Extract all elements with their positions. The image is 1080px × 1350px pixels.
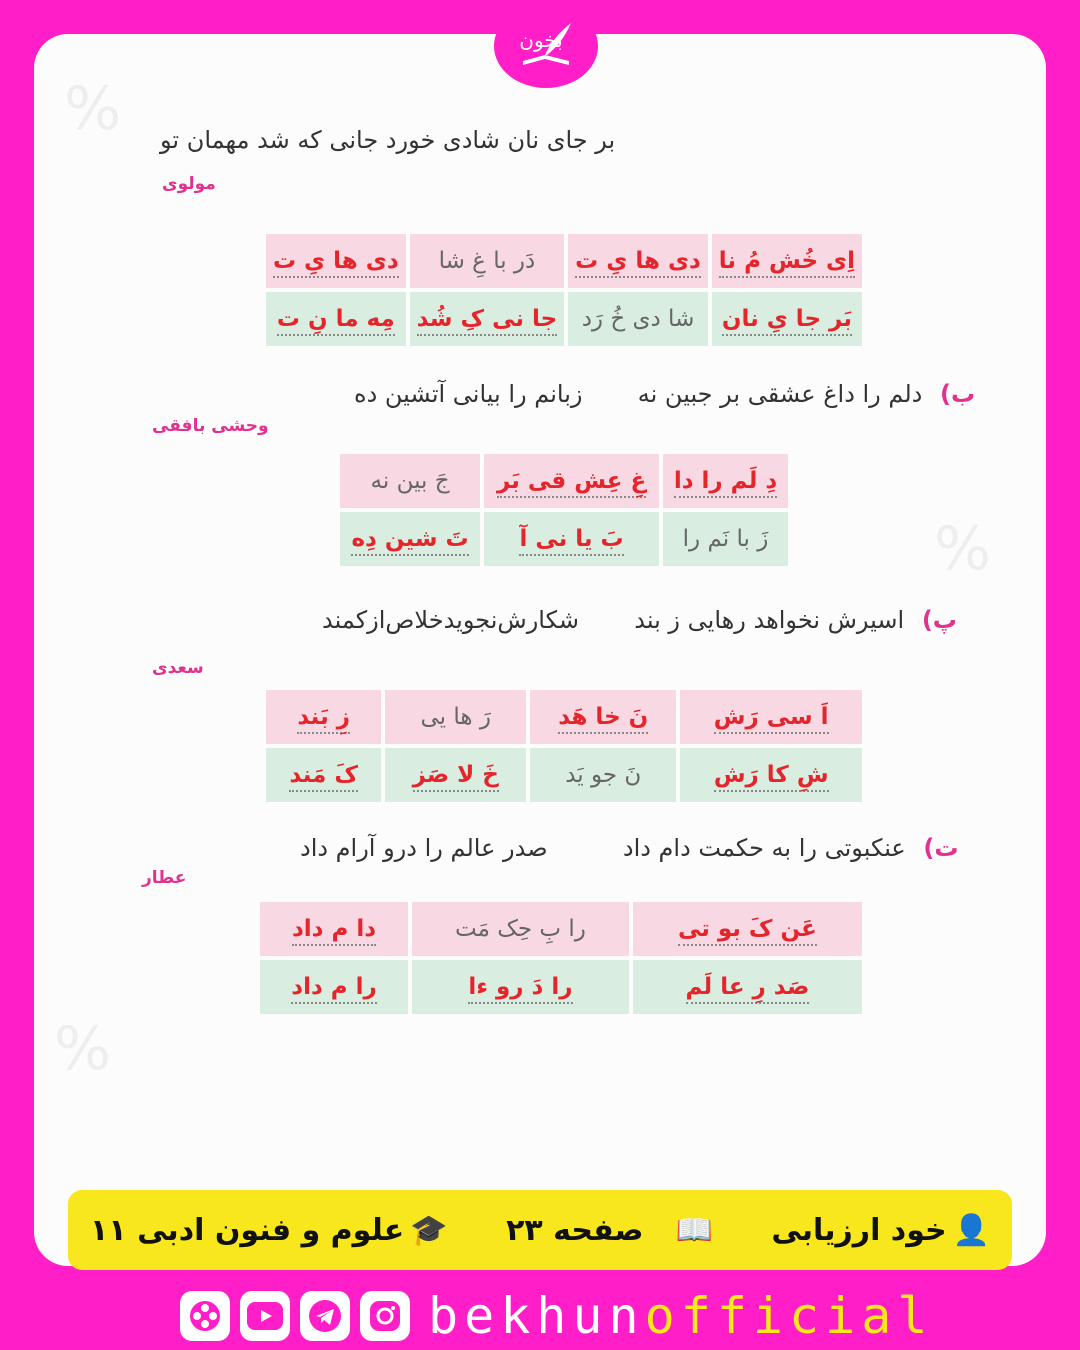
section-t-poet: عطار bbox=[142, 868, 187, 888]
background-decoration: % bbox=[64, 74, 122, 144]
table-cell: نَ خا هَد bbox=[530, 690, 676, 744]
page-number-label bbox=[506, 1213, 713, 1248]
content-card bbox=[34, 34, 1046, 1266]
table-cell: جا نی کِ شُد bbox=[410, 292, 565, 346]
section-t-label: ت) bbox=[923, 834, 959, 862]
table-cell: بَر جا یِ نان bbox=[712, 292, 862, 346]
table-cell: را دَ رو ءا bbox=[412, 960, 629, 1014]
table-cell: صَد رِ عا لَم bbox=[633, 960, 862, 1014]
table-cell: غِ عِش قی بَر bbox=[484, 454, 659, 508]
film-reel-icon[interactable] bbox=[180, 1291, 230, 1341]
table-cell: شا دی خُ رَد bbox=[568, 292, 708, 346]
background-decoration: % bbox=[934, 514, 992, 584]
table-cell: تَ شین دِه bbox=[340, 512, 480, 566]
bottom-info-bar bbox=[68, 1190, 1012, 1270]
table-row bbox=[266, 292, 862, 346]
social-footer bbox=[180, 1288, 933, 1344]
table-row bbox=[340, 512, 788, 566]
table-cell: عَن کَ بو تی bbox=[633, 902, 862, 956]
section-b-syllable-table bbox=[336, 450, 792, 570]
self-assessment-label bbox=[771, 1213, 990, 1248]
section-t-verse2: صدر عالم را درو آرام داد bbox=[300, 834, 548, 862]
subject-label bbox=[90, 1213, 448, 1248]
subject-text: علوم و فنون ادبی ۱۱ bbox=[90, 1212, 405, 1248]
section-t-verse bbox=[300, 834, 959, 862]
table-cell: دا م داد bbox=[260, 902, 408, 956]
section-p-verse2: شکارش‌نجوید‌خلاص‌از‌کمند bbox=[322, 606, 579, 634]
table-cell: را م داد bbox=[260, 960, 408, 1014]
student-icon: 👤 bbox=[952, 1212, 990, 1248]
table-row bbox=[260, 960, 862, 1014]
table-cell: خَ لا صَز bbox=[385, 748, 526, 802]
section-p-poet: سعدی bbox=[152, 658, 204, 678]
table-row bbox=[266, 690, 862, 744]
table-cell: شِ کا رَش bbox=[680, 748, 862, 802]
logo-text: بخون bbox=[519, 28, 563, 52]
table-cell: بَ یا نی آ bbox=[484, 512, 659, 566]
intro-verse: بر جای نان شادی خورد جانی که شد مهمان تو bbox=[160, 126, 616, 154]
table-cell: دی ها یِ ت bbox=[266, 234, 406, 288]
table-cell: رَ ها یی bbox=[385, 690, 526, 744]
intro-poet: مولوی bbox=[162, 174, 216, 194]
table-row bbox=[266, 234, 862, 288]
youtube-icon[interactable] bbox=[240, 1291, 290, 1341]
intro-syllable-table bbox=[262, 230, 866, 350]
table-cell: جَ بین نه bbox=[340, 454, 480, 508]
table-cell: زِ بَند bbox=[266, 690, 381, 744]
book-feather-icon bbox=[511, 11, 581, 81]
self-assessment-text: خود ارزیابی bbox=[771, 1212, 947, 1248]
table-cell: را بِ حِک مَت bbox=[412, 902, 629, 956]
open-book-icon: 📖 bbox=[675, 1212, 713, 1248]
section-b-verse1: دلم را داغ عشقی بر جبین نه bbox=[637, 380, 923, 408]
table-cell: اِی خُش مُ نا bbox=[712, 234, 862, 288]
background-decoration: % bbox=[54, 1014, 112, 1084]
table-cell: زَ با نَم را bbox=[663, 512, 788, 566]
graduation-cap-icon: 🎓 bbox=[410, 1212, 448, 1248]
section-p-verse1: اسیرش نخواهد رهایی ز بند bbox=[634, 606, 905, 634]
section-p-verse bbox=[322, 606, 957, 634]
brand-logo bbox=[494, 4, 598, 88]
table-cell: مِه ما نِ ت bbox=[266, 292, 406, 346]
section-t-syllable-table bbox=[256, 898, 866, 1018]
section-t-verse1: عنکبوتی را به حکمت دام داد bbox=[622, 834, 906, 862]
table-cell: دِ لَم را دا bbox=[663, 454, 788, 508]
section-b-verse2: زبانم را بیانی آتشین ده bbox=[354, 380, 583, 408]
table-cell: کَ مَند bbox=[266, 748, 381, 802]
table-row bbox=[260, 902, 862, 956]
section-b-label: ب) bbox=[940, 380, 976, 408]
brand-handle-part2: official bbox=[644, 1287, 934, 1345]
instagram-icon[interactable] bbox=[360, 1291, 410, 1341]
brand-handle-part1: bekhun bbox=[428, 1287, 645, 1345]
table-cell: اَ سی رَش bbox=[680, 690, 862, 744]
table-cell: دی ها یِ ت bbox=[568, 234, 708, 288]
telegram-icon[interactable] bbox=[300, 1291, 350, 1341]
brand-handle[interactable] bbox=[428, 1287, 933, 1345]
table-cell: دَر با غِ شا bbox=[410, 234, 565, 288]
table-cell: نَ جو یَد bbox=[530, 748, 676, 802]
section-p-label: پ) bbox=[921, 606, 957, 634]
page-number-text: صفحه ۲۳ bbox=[506, 1212, 644, 1248]
section-b-verse bbox=[354, 380, 975, 408]
table-row bbox=[340, 454, 788, 508]
section-p-syllable-table bbox=[262, 686, 866, 806]
section-b-poet: وحشی بافقی bbox=[152, 416, 269, 436]
table-row bbox=[266, 748, 862, 802]
